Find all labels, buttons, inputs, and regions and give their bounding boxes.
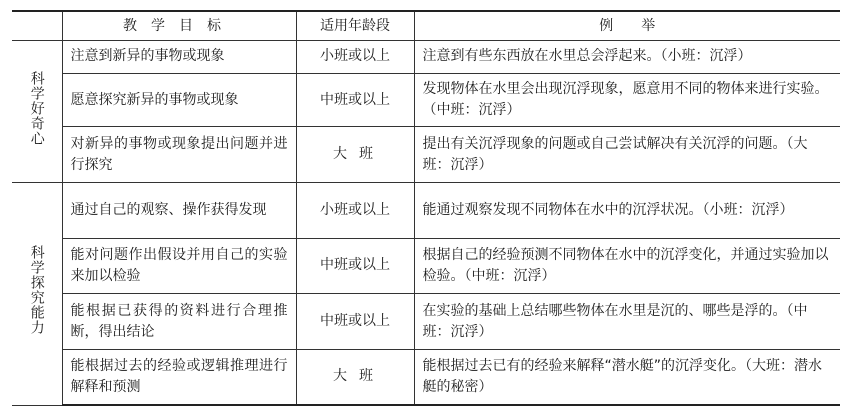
- example-cell: 根据自己的经验预测不同物体在水中的沉浮变化，并通过实验加以检验。（中班：沉浮）: [414, 238, 840, 294]
- header-age: 适用年龄段: [296, 11, 414, 41]
- header-row: [12, 11, 840, 41]
- category-cell: [12, 41, 62, 183]
- age-cell: 大班: [296, 349, 414, 405]
- table-row: [12, 349, 840, 405]
- header-example: 例 举: [414, 11, 840, 41]
- table-row: [12, 73, 840, 127]
- goal-cell: 能对问题作出假设并用自己的实验来加以检验: [62, 238, 296, 294]
- teaching-goals-table: [12, 10, 840, 406]
- table-row: [12, 127, 840, 183]
- goals-table-container: [12, 10, 840, 406]
- age-cell: 大班: [296, 127, 414, 183]
- age-cell: 中班或以上: [296, 73, 414, 127]
- table-row: [12, 294, 840, 350]
- group-inquiry: [12, 183, 840, 405]
- header-category: [12, 11, 62, 41]
- age-cell: 小班或以上: [296, 183, 414, 239]
- group-curiosity: [12, 41, 840, 183]
- age-cell: 中班或以上: [296, 294, 414, 350]
- example-cell: 注意到有些东西放在水里总会浮起来。（小班：沉浮）: [414, 41, 840, 74]
- goal-cell: 注意到新异的事物或现象: [62, 41, 296, 74]
- category-label: 科学探究能力: [28, 245, 45, 336]
- goal-cell: 能根据已获得的资料进行合理推断，得出结论: [62, 294, 296, 350]
- example-cell: 能通过观察发现不同物体在水中的沉浮状况。（小班：沉浮）: [414, 183, 840, 239]
- table-row: [12, 41, 840, 74]
- goal-cell: 通过自己的观察、操作获得发现: [62, 183, 296, 239]
- age-cell: 小班或以上: [296, 41, 414, 74]
- example-cell: 提出有关沉浮现象的问题或自己尝试解决有关沉浮的问题。（大班：沉浮）: [414, 127, 840, 183]
- category-cell: [12, 183, 62, 405]
- category-label: 科学好奇心: [28, 70, 45, 146]
- header-goal: 教学目标: [62, 11, 296, 41]
- table-row: [12, 238, 840, 294]
- goal-cell: 能根据过去的经验或逻辑推理进行解释和预测: [62, 349, 296, 405]
- table-row: [12, 183, 840, 239]
- example-cell: 发现物体在水里会出现沉浮现象，愿意用不同的物体来进行实验。（中班：沉浮）: [414, 73, 840, 127]
- goal-cell: 愿意探究新异的事物或现象: [62, 73, 296, 127]
- goal-cell: 对新异的事物或现象提出问题并进行探究: [62, 127, 296, 183]
- example-cell: 能根据过去已有的经验来解释“潜水艇”的沉浮变化。（大班：潜水艇的秘密）: [414, 349, 840, 405]
- example-cell: 在实验的基础上总结哪些物体在水里是沉的、哪些是浮的。（中班：沉浮）: [414, 294, 840, 350]
- age-cell: 中班或以上: [296, 238, 414, 294]
